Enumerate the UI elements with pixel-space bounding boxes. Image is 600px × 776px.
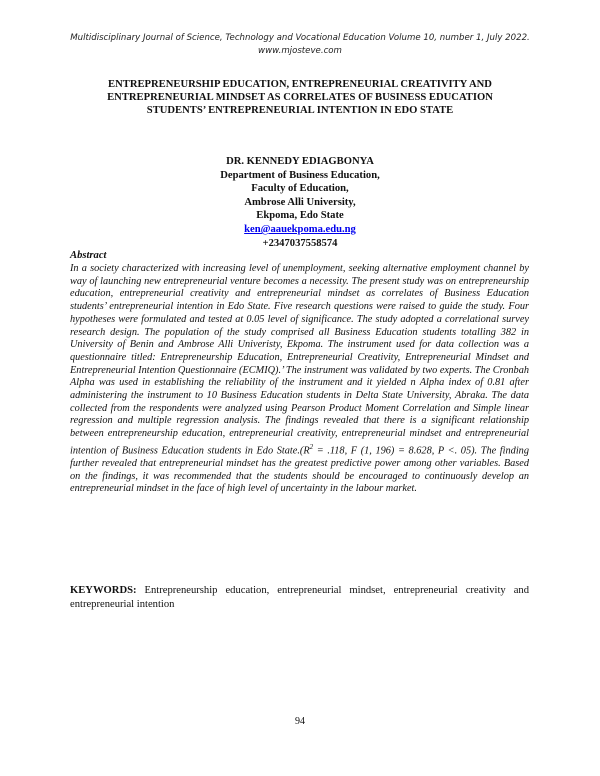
journal-line: Multidisciplinary Journal of Science, Technology and Vocational Education Volume 10, number 1, July 2022. — [70, 33, 530, 43]
journal-website: www.mjosteve.com — [258, 46, 342, 56]
author-email-link[interactable]: ken@aauekpoma.edu.ng — [244, 223, 356, 235]
author-university: Ambrose Alli University, — [244, 196, 356, 208]
author-department: Department of Business Education, — [220, 169, 380, 181]
abstract-text-part2: = .118, F (1, 196) = 8.628, P <. 05). The finding further revealed that entrepreneurial mindset has the greatest predictive power among other variables. Based on the findings, it was recommended that the students should be encouraged to continuously develop an entrepreneurial mindset in the face of high level of uncertainty in the labour market. — [70, 445, 529, 495]
author-block — [0, 155, 600, 250]
author-name: DR. KENNEDY EDIAGBONYA — [226, 156, 374, 167]
keywords-label: KEYWORDS: — [70, 585, 137, 596]
journal-header — [0, 32, 600, 58]
page-number: 94 — [295, 716, 305, 727]
abstract-superscript: 2 — [309, 442, 314, 451]
title-line: ENTREPRENEURIAL MINDSET AS CORRELATES OF BUSINESS EDUCATION — [107, 92, 493, 103]
abstract-body — [70, 263, 529, 496]
paper-title — [60, 78, 540, 117]
title-line: ENTREPRENEURSHIP EDUCATION, ENTREPRENEURIAL CREATIVITY AND — [108, 79, 492, 90]
keywords-text: Entrepreneurship education, entrepreneurial mindset, entrepreneurial creativity and entrepreneurial intention — [70, 585, 529, 610]
abstract-heading: Abstract — [70, 250, 107, 261]
title-line: STUDENTS’ ENTREPRENEURIAL INTENTION IN EDO STATE — [146, 105, 454, 116]
author-faculty: Faculty of Education, — [251, 183, 349, 195]
author-location: Ekpoma, Edo State — [256, 210, 344, 222]
keywords-block — [70, 584, 529, 612]
abstract-text-part1: In a society characterized with increasing level of unemployment, seeking alternative employment channel by way of launching new entrepreneurial venture becomes a necessity. The present study was on entrepreneurship education, entrepreneurial creativity and entrepreneurial mindset as correlates of Business Education students’ entrepreneurial intention in Edo State. Five research questions were raised to guide the study. Four hypotheses were formulated and tested at 0.05 level of significance. The study adopted a correlational survey research design. The population of the study comprised all Business Education students totalling 382 in University of Benin and Ambrose Alli Univeristy, Ekpoma. The instrument used for data collection was a questionnaire titled: Entrepreneurship Education, Entrepreneurial Creativity, Entrepreneurial Mindset and Entrepreneurial Intention Questionnaire (ECMIQ).’ The instrument was validated by two experts. The Cronbah Alpha was used in establishing the reliability of the instrument and it yielded n Alpha index of 0.81 after administering the instrument to 10 Business Education students in Delta State University, Abraka. The data collected from the respondents were analyzed using Pearson Product Moment Correlation and Simple linear regression and multiple regression analysis. The findings revealed that there is a significant relationship between entrepreneurship education, entrepreneurial creativity, entrepreneurial mindset and entrepreneurial intention of Business Education students in Edo State.(R — [70, 263, 529, 457]
author-phone: +2347037558574 — [262, 237, 338, 249]
